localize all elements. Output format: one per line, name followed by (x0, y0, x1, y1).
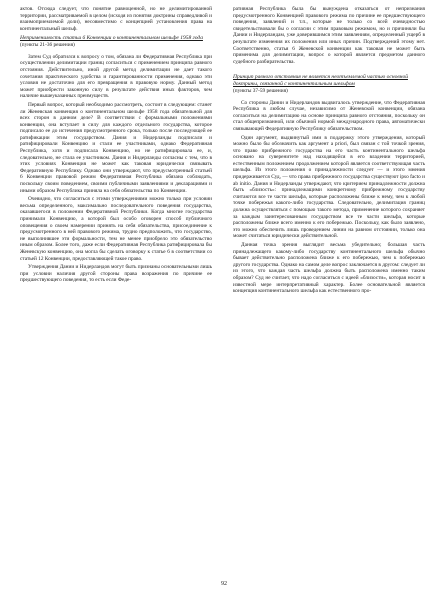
left-column (20, 6, 212, 286)
paragraph: Утверждения Дании и Нидерландов могут быть признаны основательными лишь при условии наличия другой стороны права возражения по причине ее предшествующего поведения, то есть если Феде- (20, 264, 212, 284)
paragraph: Данная точка зрения выглядит весьма убедительно; большая часть принадлежащего какому-либо государству континентального шельфа обычно бывает действительно расположена ближе к его побережью, чем к побережью другого государства. Однако на самом деле вопрос заключается в другом: следует ли из этого, что каждая часть шельфа должна быть расположена именно таким образом? Суд не считает, что надо согласиться с идеей «близости», которая носит в известной мере интерпретативный характер. Более основательной является концепция континентального шельфа как естественного про- (233, 242, 425, 295)
paragraph: Один аргумент, выдвинутый ими в поддержку этого утверждения, который можно было бы обозначить как аргумент a priori, был связан с той точкой зрения, что право прибрежного государства на его часть континентального шельфа основано на суверенитете над находящейся в его владении территорией, естественным положением продолжением которой является соответствующая часть шельфа. Из этого положения о принадлежности следует — и этого мнения придерживается Суд, — что права прибрежного государства существуют ipso facto и ab initio. Дания и Нидерланды утверждают, что критерием принадлежности должна быть «близость»: принадлежащими конкретному прибрежному государству считаются все те части шельфа, которые расположены ближе к нему, чем к любой точке побережья какого-либо государства. Следовательно, делимитация границ должна осуществляться с помощью такого метода, применение которого сохраняет за каждым заинтересованным государством все те части шельфа, которые расположены ближе всего именно к его побережью. Поскольку, как было заявлено, это можно обеспечить лишь проведением линии на равном отстоянии, только она может считаться юридически действительной. (233, 134, 425, 240)
paragraph: Затем Суд обратился к вопросу о том, обязана ли Федеративная Республика при осуществлении делимитации границ согласиться с применением принципа равного отстояния. Действительно, иной другой метод делимитации не дает такого сочетания практического удобства и гарантированности применения, однако эти условия не достаточно для его превращения в правовую норму. Данный метод может приобрести законную силу в результате действия иных факторов, чем наличие вышеуказанных преимуществ. (20, 53, 212, 100)
section-paragraph-ref: (пункты 37-59 решения) (233, 87, 288, 94)
paragraph: ративная Республика была бы вынуждена отказаться от непризнания предусмотренного Конвенцией правового режима по причине ее предшествующего поведения, заявлений и т.п., которые не только со всей очевидностью свидетельствовали бы о согласии с этим правовым режимом, но и причиняли бы Дании и Нидерландам, уже доверившимся этим заявлениям, определенный ущерб в результате изменения их положения или иных причин. Подтверждений этому нет. Соответственно, статья 6 Женевской конвенции как таковая не может быть применима для делимитации, вопрос о которой является предметом данного судебного разбирательства. (233, 6, 425, 65)
page-number: 92 (221, 581, 227, 587)
paragraph: актов. Отсюда следует, что понятие равноценной, но не делимитированной территории, рассматриваемой в целом (исходя из понятия доктрины справедливой и взаимоприемлемой доли), несовместимо с концепцией установления права на континентальный шельф. (20, 6, 212, 32)
right-column (233, 6, 425, 297)
section-heading: Неприменимость статьи 6 Конвенции о континентальном шельфе 1958 года (20, 35, 203, 42)
paragraph: Первый вопрос, который необходимо рассмотреть, состоит в следующем: станет ли Женевская конвенция о континентальном шельфе 1958 года обязательной для всех сторон в данном деле? В соответствии с формальными положениями конвенции, она вступает в силу для каждого отдельного государства, которое подписало ее до истечения предусмотренного срока, только после последующей ее ратификации этим государством. Дания и Нидерланды подписали и ратифицировали Конвенцию и стали ее участниками, однако Федеративная Республика, хотя и подписала Конвенцию, но не ратифицировала ее, и, следовательно, не стала ее участником. Дания и Нидерланды согласны с тем, что в этих условиях Конвенция не может как таковая юридически связывать Федеративную Республику. Однако они утверждают, что предусмотренный статьей 6 Конвенции правовой режим Федеративная Республика обязана соблюдать, поскольку своим поведением, своими публичными заявлениями и декларациями и иными образом Республика приняла на себя обязательства по Конвенции. (20, 101, 212, 194)
section-paragraph-ref: (пункты 21-36 решения) (20, 42, 75, 49)
section-heading: Принцип равного отстояния не является неотъемлемой частью основной доктрины, связанной с континентальным шельфом (233, 74, 408, 88)
paragraph: Очевидно, что согласиться с этими утверждениями можно только при условии весьма определенного, максимально последовательного поведения государства, оказавшегося в положении Федеративной Республики. Когда многие государства принимали Конвенцию, а которой был особо оговорен способ публичного оповещения о своем намерении принять на себя обязательства, присоединение к предусмотренного в ней правового режима, трудно предположить, что государство, не выполнившее эти формальности, тем не менее приобрело это обязательство иным образом. Более того, даже если Федеративная Республика ратифицировала бы Женевскую конвенцию, она могла бы сделать оговорку к статье 6 в соответствии со статьей 12 Конвенции, предоставляющей такое право. (20, 196, 212, 262)
paragraph: Со стороны Дании и Нидерландов выдвигалось утверждение, что Федеративная Республика в любом случае, независимо от Женевской конвенции, обязана согласиться на делимитацию на основе принципа равного отстояния, поскольку он стал общепризнанной, или обычной нормой международного права, автоматически связывающей Федеративную Республику обязательством. (233, 99, 425, 132)
